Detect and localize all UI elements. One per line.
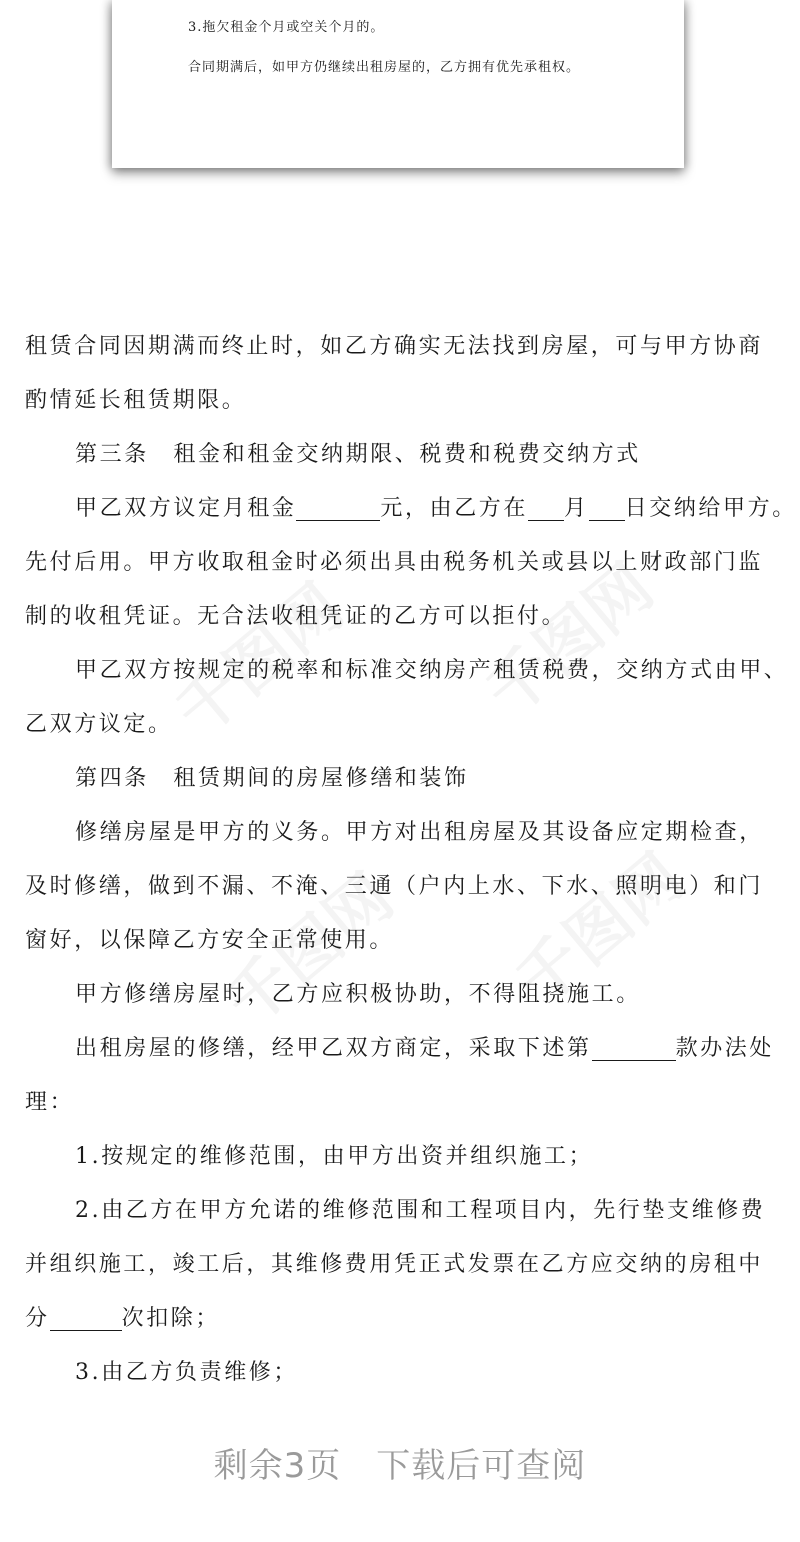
paragraph-line bbox=[25, 1022, 775, 1076]
document-body bbox=[25, 320, 797, 1400]
list-item: 3.由乙方负责维修； bbox=[75, 1360, 298, 1385]
text-segment: 款办法处 bbox=[675, 1036, 775, 1061]
fill-blank bbox=[50, 1308, 122, 1331]
fill-blank bbox=[528, 498, 564, 521]
paragraph-line: 甲方修缮房屋时，乙方应积极协助，不得阻挠施工。 bbox=[75, 982, 641, 1007]
text-segment: 甲乙双方议定月租金 bbox=[75, 496, 297, 521]
paragraph-line: 理： bbox=[25, 1090, 75, 1115]
paragraph-line: 租赁合同因期满而终止时，如乙方确实无法找到房屋，可与甲方协商 bbox=[25, 334, 764, 359]
article-4-title: 第四条 租赁期间的房屋修缮和装饰 bbox=[75, 766, 469, 791]
article-3-title: 第三条 租金和租金交纳期限、税费和税费交纳方式 bbox=[75, 442, 641, 467]
paragraph-line: 窗好，以保障乙方安全正常使用。 bbox=[25, 928, 395, 953]
text-segment: 月 bbox=[564, 496, 589, 521]
paragraph-line: 并组织施工，竣工后，其维修费用凭正式发票在乙方应交纳的房租中 bbox=[25, 1252, 764, 1277]
remaining-pages-notice[interactable]: 剩余3页 下载后可查阅 bbox=[213, 1446, 587, 1486]
list-item: 2.由乙方在甲方允诺的维修范围和工程项目内，先行垫支维修费 bbox=[75, 1198, 766, 1223]
fill-blank bbox=[592, 1038, 676, 1061]
paragraph-line: 修缮房屋是甲方的义务。甲方对出租房屋及其设备应定期检查， bbox=[75, 820, 764, 845]
paragraph-line bbox=[25, 1292, 775, 1346]
text-segment: 次扣除； bbox=[121, 1306, 221, 1331]
text-segment: 元，由乙方在 bbox=[380, 496, 529, 521]
paragraph-line: 乙双方议定。 bbox=[25, 712, 173, 737]
paragraph-line: 甲乙双方按规定的税率和标准交纳房产租赁税费，交纳方式由甲、 bbox=[75, 658, 789, 683]
paragraph-line: 及时修缮，做到不漏、不淹、三通（户内上水、下水、照明电）和门 bbox=[25, 874, 764, 899]
list-item: 1.按规定的维修范围，由甲方出资并组织施工； bbox=[75, 1144, 594, 1169]
paragraph-line bbox=[25, 482, 797, 536]
text-segment: 分 bbox=[25, 1306, 50, 1331]
paragraph-line: 酌情延长租赁期限。 bbox=[25, 388, 247, 413]
card-text-line: 合同期满后，如甲方仍继续出租房屋的，乙方拥有优先承租权。 bbox=[188, 60, 581, 75]
preview-page-card bbox=[112, 0, 684, 168]
card-text-line: 3.拖欠租金个月或空关个月的。 bbox=[188, 20, 385, 35]
paragraph-line: 先付后用。甲方收取租金时必须出具由税务机关或县以上财政部门监 bbox=[25, 550, 764, 575]
fill-blank bbox=[296, 498, 380, 521]
text-segment: 出租房屋的修缮，经甲乙双方商定，采取下述第 bbox=[75, 1036, 592, 1061]
fill-blank bbox=[589, 498, 625, 521]
paragraph-line: 制的收租凭证。无合法收租凭证的乙方可以拒付。 bbox=[25, 604, 567, 629]
text-segment: 日交纳给甲方。 bbox=[624, 496, 797, 521]
